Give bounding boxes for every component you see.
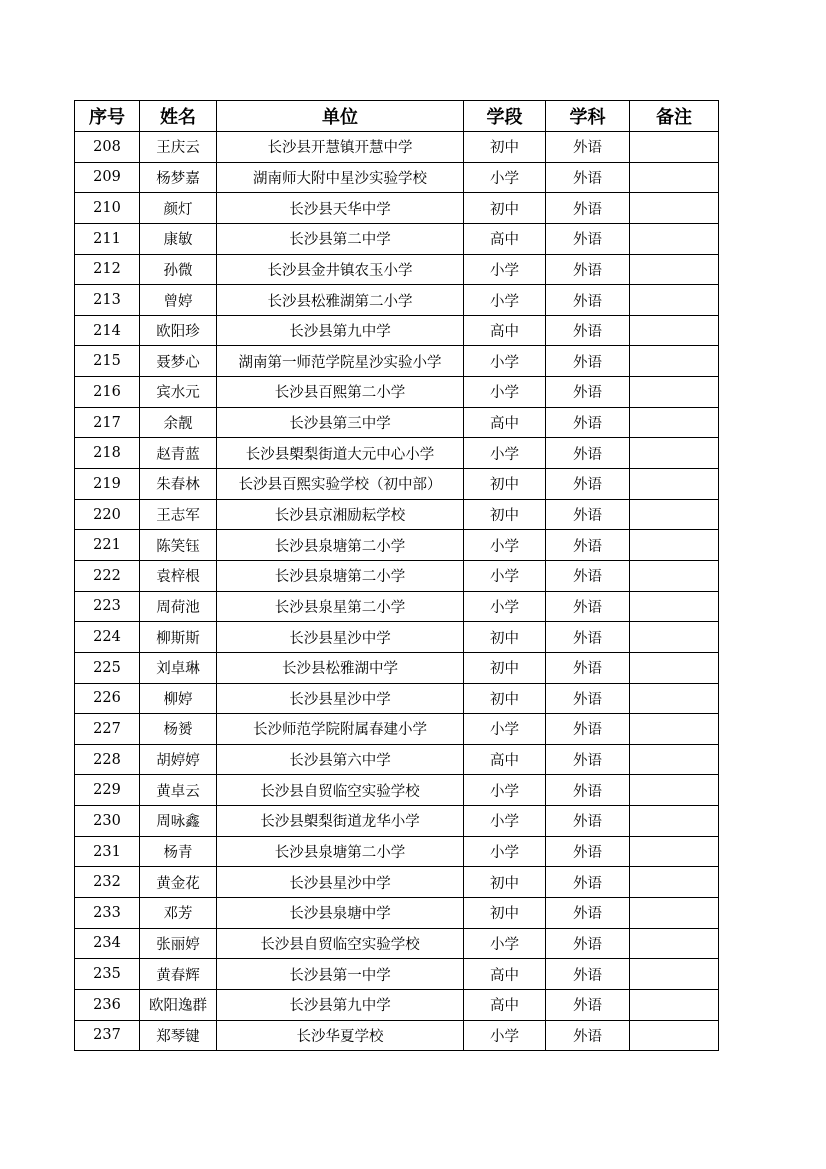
cell-name: 康敏 — [140, 223, 217, 254]
cell-name: 欧阳珍 — [140, 315, 217, 346]
cell-unit: 长沙县百熙第二小学 — [217, 377, 464, 408]
table-row — [75, 162, 719, 193]
cell-stage: 小学 — [464, 775, 546, 806]
cell-name: 胡婷婷 — [140, 744, 217, 775]
cell-name: 柳斯斯 — [140, 622, 217, 653]
cell-remark — [630, 223, 719, 254]
cell-unit: 湖南第一师范学院星沙实验小学 — [217, 346, 464, 377]
cell-unit: 长沙县天华中学 — [217, 193, 464, 224]
cell-stage: 初中 — [464, 898, 546, 929]
table-row — [75, 285, 719, 316]
cell-stage: 小学 — [464, 714, 546, 745]
cell-remark — [630, 499, 719, 530]
cell-stage: 高中 — [464, 223, 546, 254]
cell-remark — [630, 530, 719, 561]
cell-name: 黄春辉 — [140, 959, 217, 990]
cell-stage: 小学 — [464, 377, 546, 408]
cell-name: 王庆云 — [140, 132, 217, 163]
table-row — [75, 223, 719, 254]
cell-remark — [630, 132, 719, 163]
cell-stage: 小学 — [464, 438, 546, 469]
cell-index: 215 — [75, 346, 140, 377]
table-row — [75, 959, 719, 990]
cell-unit: 长沙县㮾梨街道龙华小学 — [217, 806, 464, 837]
table-row — [75, 193, 719, 224]
table-row — [75, 806, 719, 837]
table-row — [75, 132, 719, 163]
cell-unit: 长沙县第九中学 — [217, 989, 464, 1020]
cell-name: 宾水元 — [140, 377, 217, 408]
cell-index: 228 — [75, 744, 140, 775]
cell-remark — [630, 377, 719, 408]
cell-remark — [630, 683, 719, 714]
cell-remark — [630, 959, 719, 990]
roster-table — [74, 100, 719, 1051]
cell-subject: 外语 — [546, 223, 630, 254]
table-row — [75, 898, 719, 929]
cell-remark — [630, 836, 719, 867]
cell-stage: 小学 — [464, 591, 546, 622]
cell-remark — [630, 285, 719, 316]
cell-subject: 外语 — [546, 469, 630, 500]
cell-index: 223 — [75, 591, 140, 622]
cell-subject: 外语 — [546, 285, 630, 316]
cell-unit: 长沙华夏学校 — [217, 1020, 464, 1051]
cell-index: 218 — [75, 438, 140, 469]
cell-remark — [630, 469, 719, 500]
cell-stage: 初中 — [464, 132, 546, 163]
table-row — [75, 254, 719, 285]
cell-stage: 高中 — [464, 315, 546, 346]
cell-remark — [630, 775, 719, 806]
cell-index: 224 — [75, 622, 140, 653]
cell-remark — [630, 744, 719, 775]
table-row — [75, 407, 719, 438]
cell-unit: 长沙县百熙实验学校（初中部） — [217, 469, 464, 500]
cell-index: 221 — [75, 530, 140, 561]
cell-subject: 外语 — [546, 959, 630, 990]
cell-stage: 高中 — [464, 407, 546, 438]
cell-index: 230 — [75, 806, 140, 837]
cell-subject: 外语 — [546, 438, 630, 469]
cell-subject: 外语 — [546, 530, 630, 561]
cell-unit: 长沙县金井镇农玉小学 — [217, 254, 464, 285]
cell-subject: 外语 — [546, 744, 630, 775]
cell-index: 219 — [75, 469, 140, 500]
roster-body — [75, 132, 719, 1051]
cell-index: 225 — [75, 652, 140, 683]
cell-stage: 小学 — [464, 254, 546, 285]
cell-unit: 长沙县京湘励耘学校 — [217, 499, 464, 530]
cell-name: 杨赟 — [140, 714, 217, 745]
cell-remark — [630, 928, 719, 959]
cell-name: 余靓 — [140, 407, 217, 438]
cell-unit: 长沙县第三中学 — [217, 407, 464, 438]
cell-unit: 长沙县松雅湖中学 — [217, 652, 464, 683]
cell-name: 朱春林 — [140, 469, 217, 500]
table-row — [75, 744, 719, 775]
cell-subject: 外语 — [546, 193, 630, 224]
table-row — [75, 652, 719, 683]
cell-subject: 外语 — [546, 836, 630, 867]
table-row — [75, 591, 719, 622]
table-row — [75, 928, 719, 959]
cell-subject: 外语 — [546, 499, 630, 530]
cell-subject: 外语 — [546, 162, 630, 193]
cell-remark — [630, 806, 719, 837]
cell-subject: 外语 — [546, 346, 630, 377]
cell-index: 208 — [75, 132, 140, 163]
table-row — [75, 499, 719, 530]
cell-name: 陈笑钰 — [140, 530, 217, 561]
cell-unit: 长沙县第一中学 — [217, 959, 464, 990]
cell-stage: 初中 — [464, 499, 546, 530]
cell-index: 213 — [75, 285, 140, 316]
table-row — [75, 836, 719, 867]
cell-unit: 长沙县泉塘第二小学 — [217, 836, 464, 867]
cell-index: 220 — [75, 499, 140, 530]
cell-unit: 长沙县星沙中学 — [217, 622, 464, 653]
cell-subject: 外语 — [546, 132, 630, 163]
cell-stage: 小学 — [464, 836, 546, 867]
cell-index: 232 — [75, 867, 140, 898]
cell-name: 柳婷 — [140, 683, 217, 714]
table-row — [75, 867, 719, 898]
cell-name: 黄金花 — [140, 867, 217, 898]
cell-remark — [630, 407, 719, 438]
cell-subject: 外语 — [546, 989, 630, 1020]
cell-stage: 小学 — [464, 285, 546, 316]
table-row — [75, 714, 719, 745]
cell-stage: 初中 — [464, 652, 546, 683]
cell-subject: 外语 — [546, 714, 630, 745]
cell-stage: 初中 — [464, 683, 546, 714]
header-unit: 单位 — [217, 101, 464, 132]
cell-subject: 外语 — [546, 254, 630, 285]
cell-index: 229 — [75, 775, 140, 806]
cell-subject: 外语 — [546, 622, 630, 653]
cell-name: 张丽婷 — [140, 928, 217, 959]
table-row — [75, 683, 719, 714]
cell-index: 235 — [75, 959, 140, 990]
cell-remark — [630, 867, 719, 898]
cell-unit: 湖南师大附中星沙实验学校 — [217, 162, 464, 193]
table-row — [75, 438, 719, 469]
cell-subject: 外语 — [546, 775, 630, 806]
table-row — [75, 530, 719, 561]
table-row — [75, 315, 719, 346]
cell-remark — [630, 254, 719, 285]
cell-index: 209 — [75, 162, 140, 193]
cell-remark — [630, 560, 719, 591]
cell-remark — [630, 162, 719, 193]
cell-index: 234 — [75, 928, 140, 959]
cell-stage: 小学 — [464, 928, 546, 959]
cell-remark — [630, 989, 719, 1020]
cell-stage: 小学 — [464, 1020, 546, 1051]
cell-name: 周荷池 — [140, 591, 217, 622]
cell-stage: 初中 — [464, 193, 546, 224]
cell-subject: 外语 — [546, 898, 630, 929]
cell-subject: 外语 — [546, 591, 630, 622]
cell-index: 222 — [75, 560, 140, 591]
cell-subject: 外语 — [546, 1020, 630, 1051]
cell-name: 邓芳 — [140, 898, 217, 929]
cell-remark — [630, 193, 719, 224]
cell-subject: 外语 — [546, 928, 630, 959]
cell-name: 黄卓云 — [140, 775, 217, 806]
cell-index: 236 — [75, 989, 140, 1020]
cell-stage: 小学 — [464, 530, 546, 561]
cell-subject: 外语 — [546, 806, 630, 837]
cell-subject: 外语 — [546, 683, 630, 714]
cell-index: 211 — [75, 223, 140, 254]
cell-subject: 外语 — [546, 377, 630, 408]
cell-index: 210 — [75, 193, 140, 224]
cell-name: 颜灯 — [140, 193, 217, 224]
cell-stage: 小学 — [464, 560, 546, 591]
cell-unit: 长沙县泉塘第二小学 — [217, 560, 464, 591]
table-row — [75, 469, 719, 500]
cell-unit: 长沙县第九中学 — [217, 315, 464, 346]
roster-sheet — [74, 100, 718, 1051]
cell-unit: 长沙县泉塘中学 — [217, 898, 464, 929]
cell-name: 王志军 — [140, 499, 217, 530]
table-row — [75, 775, 719, 806]
cell-index: 214 — [75, 315, 140, 346]
cell-remark — [630, 315, 719, 346]
cell-unit: 长沙师范学院附属春建小学 — [217, 714, 464, 745]
header-index: 序号 — [75, 101, 140, 132]
cell-index: 233 — [75, 898, 140, 929]
cell-remark — [630, 1020, 719, 1051]
cell-stage: 初中 — [464, 867, 546, 898]
cell-index: 217 — [75, 407, 140, 438]
cell-index: 216 — [75, 377, 140, 408]
cell-stage: 小学 — [464, 162, 546, 193]
cell-unit: 长沙县泉塘第二小学 — [217, 530, 464, 561]
cell-index: 227 — [75, 714, 140, 745]
cell-subject: 外语 — [546, 315, 630, 346]
table-row — [75, 1020, 719, 1051]
cell-unit: 长沙县第二中学 — [217, 223, 464, 254]
cell-name: 袁梓根 — [140, 560, 217, 591]
table-row — [75, 560, 719, 591]
cell-unit: 长沙县第六中学 — [217, 744, 464, 775]
cell-remark — [630, 898, 719, 929]
cell-stage: 小学 — [464, 806, 546, 837]
cell-stage: 初中 — [464, 469, 546, 500]
cell-name: 孙微 — [140, 254, 217, 285]
cell-name: 郑琴键 — [140, 1020, 217, 1051]
cell-unit: 长沙县开慧镇开慧中学 — [217, 132, 464, 163]
cell-remark — [630, 591, 719, 622]
table-row — [75, 346, 719, 377]
cell-unit: 长沙县泉星第二小学 — [217, 591, 464, 622]
cell-stage: 小学 — [464, 346, 546, 377]
cell-index: 231 — [75, 836, 140, 867]
cell-unit: 长沙县星沙中学 — [217, 683, 464, 714]
cell-stage: 高中 — [464, 989, 546, 1020]
cell-name: 刘卓琳 — [140, 652, 217, 683]
cell-unit: 长沙县自贸临空实验学校 — [217, 775, 464, 806]
table-row — [75, 377, 719, 408]
header-remark: 备注 — [630, 101, 719, 132]
cell-unit: 长沙县㮾梨街道大元中心小学 — [217, 438, 464, 469]
table-row — [75, 989, 719, 1020]
cell-name: 欧阳逸群 — [140, 989, 217, 1020]
cell-subject: 外语 — [546, 560, 630, 591]
cell-index: 212 — [75, 254, 140, 285]
cell-unit: 长沙县星沙中学 — [217, 867, 464, 898]
cell-unit: 长沙县松雅湖第二小学 — [217, 285, 464, 316]
cell-index: 226 — [75, 683, 140, 714]
cell-remark — [630, 438, 719, 469]
cell-index: 237 — [75, 1020, 140, 1051]
header-row — [75, 101, 719, 132]
cell-remark — [630, 714, 719, 745]
cell-name: 曾婷 — [140, 285, 217, 316]
cell-name: 周咏鑫 — [140, 806, 217, 837]
cell-name: 杨青 — [140, 836, 217, 867]
cell-stage: 高中 — [464, 744, 546, 775]
cell-name: 聂梦心 — [140, 346, 217, 377]
cell-unit: 长沙县自贸临空实验学校 — [217, 928, 464, 959]
cell-subject: 外语 — [546, 652, 630, 683]
cell-subject: 外语 — [546, 867, 630, 898]
cell-subject: 外语 — [546, 407, 630, 438]
table-row — [75, 622, 719, 653]
cell-remark — [630, 652, 719, 683]
cell-name: 杨梦嘉 — [140, 162, 217, 193]
header-name: 姓名 — [140, 101, 217, 132]
header-subject: 学科 — [546, 101, 630, 132]
cell-remark — [630, 622, 719, 653]
cell-remark — [630, 346, 719, 377]
cell-stage: 初中 — [464, 622, 546, 653]
cell-name: 赵青蓝 — [140, 438, 217, 469]
header-stage: 学段 — [464, 101, 546, 132]
cell-stage: 高中 — [464, 959, 546, 990]
